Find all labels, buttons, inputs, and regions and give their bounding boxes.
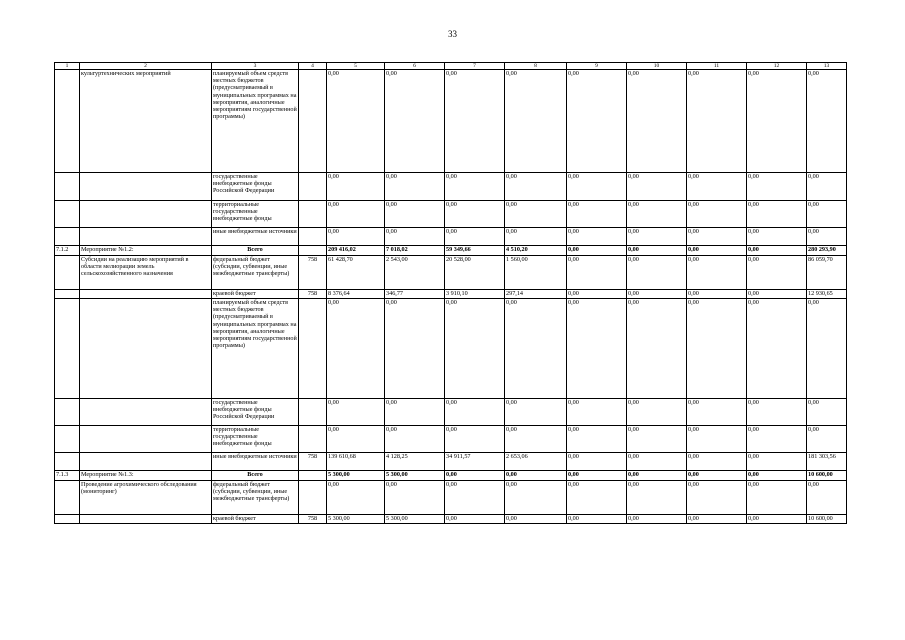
column-number: 3 [212, 63, 299, 70]
table-row [55, 299, 847, 399]
row-number: 7.1.3 [55, 471, 80, 481]
amount-cell: 0,00 [627, 453, 687, 471]
column-number: 1 [55, 63, 80, 70]
amount-cell: 0,00 [505, 70, 567, 173]
table-row [55, 399, 847, 426]
amount-cell: 0,00 [567, 471, 627, 481]
column-number: 6 [385, 63, 445, 70]
funding-source: государственные внебюджетные фонды Российской Федерации [212, 399, 299, 426]
amount-cell: 5 300,00 [327, 471, 385, 481]
amount-cell: 0,00 [807, 399, 847, 426]
funding-source: планируемый объем средств местных бюджетов (предусматриваемый в муниципальных программах на мероприятия, аналогичные мероприятиям государственной программы) [212, 299, 299, 399]
amount-cell: 5 300,00 [385, 471, 445, 481]
table-row [55, 228, 847, 246]
event-name [80, 399, 212, 426]
column-number: 8 [505, 63, 567, 70]
amount-cell: 5 300,00 [385, 515, 445, 524]
table-row [55, 481, 847, 515]
amount-cell: 20 528,00 [445, 256, 505, 290]
budget-code [299, 228, 327, 246]
budget-code: 758 [299, 256, 327, 290]
funding-source: территориальные государственные внебюджетные фонды [212, 426, 299, 453]
amount-cell: 139 610,68 [327, 453, 385, 471]
table-row [55, 426, 847, 453]
row-number [55, 299, 80, 399]
budget-code [299, 173, 327, 201]
amount-cell: 0,00 [687, 481, 747, 515]
table-row [55, 246, 847, 256]
amount-cell: 0,00 [627, 228, 687, 246]
column-number: 13 [807, 63, 847, 70]
amount-cell: 0,00 [567, 228, 627, 246]
column-number: 7 [445, 63, 505, 70]
amount-cell: 0,00 [445, 481, 505, 515]
amount-cell: 0,00 [627, 246, 687, 256]
amount-cell: 181 303,56 [807, 453, 847, 471]
amount-cell: 0,00 [505, 426, 567, 453]
table-row [55, 173, 847, 201]
amount-cell: 0,00 [747, 515, 807, 524]
amount-cell: 0,00 [567, 481, 627, 515]
amount-cell: 2 543,00 [385, 256, 445, 290]
event-name [80, 290, 212, 299]
amount-cell: 0,00 [687, 453, 747, 471]
amount-cell: 0,00 [627, 471, 687, 481]
amount-cell: 0,00 [327, 399, 385, 426]
row-number [55, 481, 80, 515]
amount-cell: 0,00 [505, 299, 567, 399]
amount-cell: 0,00 [627, 256, 687, 290]
amount-cell: 0,00 [385, 299, 445, 399]
column-number: 9 [567, 63, 627, 70]
amount-cell: 0,00 [505, 228, 567, 246]
amount-cell: 0,00 [567, 173, 627, 201]
column-number: 2 [80, 63, 212, 70]
amount-cell: 0,00 [445, 201, 505, 228]
column-number: 11 [687, 63, 747, 70]
amount-cell: 346,77 [385, 290, 445, 299]
amount-cell: 12 930,65 [807, 290, 847, 299]
amount-cell: 0,00 [505, 481, 567, 515]
amount-cell: 0,00 [385, 399, 445, 426]
amount-cell: 3 910,10 [445, 290, 505, 299]
amount-cell: 0,00 [445, 228, 505, 246]
amount-cell: 0,00 [567, 256, 627, 290]
event-name: культуртехнических мероприятий [80, 70, 212, 173]
event-name: Мероприятие №1.2: [80, 246, 212, 256]
amount-cell: 0,00 [567, 453, 627, 471]
funding-source: иные внебюджетные источники [212, 453, 299, 471]
event-name: Субсидии на реализацию мероприятий в области мелиорации земель сельскохозяйственного назначения [80, 256, 212, 290]
row-number [55, 426, 80, 453]
amount-cell: 0,00 [687, 290, 747, 299]
amount-cell: 0,00 [327, 426, 385, 453]
amount-cell: 0,00 [327, 299, 385, 399]
amount-cell: 0,00 [747, 426, 807, 453]
amount-cell: 0,00 [687, 299, 747, 399]
amount-cell: 0,00 [505, 399, 567, 426]
budget-code: 758 [299, 515, 327, 524]
budget-code [299, 201, 327, 228]
row-number [55, 515, 80, 524]
funding-source: федеральный бюджет (субсидии, субвенции, иные межбюджетные трансферты) [212, 481, 299, 515]
amount-cell: 1 560,00 [505, 256, 567, 290]
amount-cell: 10 600,00 [807, 471, 847, 481]
event-name [80, 453, 212, 471]
amount-cell: 0,00 [747, 471, 807, 481]
amount-cell: 0,00 [505, 471, 567, 481]
funding-source: государственные внебюджетные фонды Российской Федерации [212, 173, 299, 201]
funding-source: краевой бюджет [212, 515, 299, 524]
amount-cell: 0,00 [747, 228, 807, 246]
event-name [80, 228, 212, 246]
row-number [55, 256, 80, 290]
column-number: 4 [299, 63, 327, 70]
amount-cell: 0,00 [747, 399, 807, 426]
amount-cell: 59 349,66 [445, 246, 505, 256]
amount-cell: 0,00 [327, 173, 385, 201]
amount-cell: 0,00 [747, 290, 807, 299]
row-number [55, 228, 80, 246]
event-name [80, 426, 212, 453]
budget-code [299, 299, 327, 399]
funding-source: иные внебюджетные источники [212, 228, 299, 246]
amount-cell: 0,00 [627, 201, 687, 228]
amount-cell: 0,00 [747, 246, 807, 256]
funding-source: планируемый объем средств местных бюджетов (предусматриваемый в муниципальных программах на мероприятия, аналогичные мероприятиям государственной программы) [212, 70, 299, 173]
amount-cell: 0,00 [687, 201, 747, 228]
amount-cell: 0,00 [687, 399, 747, 426]
budget-code [299, 246, 327, 256]
amount-cell: 0,00 [807, 173, 847, 201]
amount-cell: 5 300,00 [327, 515, 385, 524]
row-number [55, 173, 80, 201]
amount-cell: 0,00 [505, 201, 567, 228]
amount-cell: 0,00 [627, 173, 687, 201]
amount-cell: 0,00 [747, 173, 807, 201]
event-name: Мероприятие №1.3: [80, 471, 212, 481]
amount-cell: 0,00 [385, 70, 445, 173]
column-number: 12 [747, 63, 807, 70]
amount-cell: 10 600,00 [807, 515, 847, 524]
budget-code: 758 [299, 453, 327, 471]
amount-cell: 0,00 [385, 228, 445, 246]
amount-cell: 0,00 [687, 70, 747, 173]
budget-code [299, 426, 327, 453]
column-number: 10 [627, 63, 687, 70]
column-number: 5 [327, 63, 385, 70]
amount-cell: 280 293,90 [807, 246, 847, 256]
amount-cell: 0,00 [445, 173, 505, 201]
amount-cell: 209 416,02 [327, 246, 385, 256]
amount-cell: 0,00 [687, 515, 747, 524]
amount-cell: 4 510,20 [505, 246, 567, 256]
amount-cell: 86 059,70 [807, 256, 847, 290]
table-row [55, 70, 847, 173]
amount-cell: 0,00 [445, 70, 505, 173]
funding-source: краевой бюджет [212, 290, 299, 299]
amount-cell: 0,00 [807, 426, 847, 453]
amount-cell: 297,14 [505, 290, 567, 299]
amount-cell: 0,00 [687, 228, 747, 246]
amount-cell: 0,00 [627, 70, 687, 173]
amount-cell: 0,00 [567, 299, 627, 399]
amount-cell: 0,00 [567, 201, 627, 228]
budget-code [299, 70, 327, 173]
table-row [55, 515, 847, 524]
amount-cell: 0,00 [687, 471, 747, 481]
amount-cell: 0,00 [445, 471, 505, 481]
amount-cell: 0,00 [445, 399, 505, 426]
amount-cell: 0,00 [807, 228, 847, 246]
table-row [55, 471, 847, 481]
amount-cell: 0,00 [687, 246, 747, 256]
amount-cell: 0,00 [567, 426, 627, 453]
amount-cell: 0,00 [687, 173, 747, 201]
amount-cell: 0,00 [687, 426, 747, 453]
amount-cell: 0,00 [505, 515, 567, 524]
amount-cell: 0,00 [327, 70, 385, 173]
amount-cell: 0,00 [567, 70, 627, 173]
amount-cell: 0,00 [687, 256, 747, 290]
amount-cell: 0,00 [567, 399, 627, 426]
amount-cell: 0,00 [327, 228, 385, 246]
amount-cell: 0,00 [385, 201, 445, 228]
amount-cell: 0,00 [627, 426, 687, 453]
row-number [55, 453, 80, 471]
amount-cell: 7 018,02 [385, 246, 445, 256]
amount-cell: 0,00 [747, 70, 807, 173]
event-name [80, 299, 212, 399]
budget-code: 758 [299, 290, 327, 299]
amount-cell: 4 128,25 [385, 453, 445, 471]
header-row [55, 63, 847, 70]
amount-cell: 0,00 [385, 426, 445, 453]
row-number [55, 290, 80, 299]
amount-cell: 0,00 [747, 299, 807, 399]
table-row [55, 256, 847, 290]
amount-cell: 0,00 [747, 201, 807, 228]
amount-cell: 0,00 [567, 515, 627, 524]
budget-code [299, 471, 327, 481]
funding-source: территориальные государственные внебюджетные фонды [212, 201, 299, 228]
amount-cell: 0,00 [327, 201, 385, 228]
amount-cell: 0,00 [747, 256, 807, 290]
row-number [55, 201, 80, 228]
table-row [55, 201, 847, 228]
amount-cell: 61 428,70 [327, 256, 385, 290]
amount-cell: 0,00 [747, 453, 807, 471]
row-number [55, 399, 80, 426]
amount-cell: 0,00 [807, 481, 847, 515]
event-name [80, 201, 212, 228]
budget-code [299, 399, 327, 426]
amount-cell: 0,00 [445, 299, 505, 399]
amount-cell: 0,00 [385, 481, 445, 515]
event-name: Проведение агрохимического обследования (мониторинг) [80, 481, 212, 515]
amount-cell: 0,00 [807, 70, 847, 173]
amount-cell: 0,00 [567, 290, 627, 299]
row-number: 7.1.2 [55, 246, 80, 256]
table-row [55, 290, 847, 299]
amount-cell: 0,00 [807, 299, 847, 399]
budget-code [299, 481, 327, 515]
amount-cell: 0,00 [807, 201, 847, 228]
table-row [55, 453, 847, 471]
amount-cell: 0,00 [627, 515, 687, 524]
amount-cell: 0,00 [747, 481, 807, 515]
amount-cell: 0,00 [505, 173, 567, 201]
amount-cell: 0,00 [445, 515, 505, 524]
amount-cell: 0,00 [567, 246, 627, 256]
event-name [80, 173, 212, 201]
amount-cell: 34 911,57 [445, 453, 505, 471]
event-name [80, 515, 212, 524]
amount-cell: 0,00 [445, 426, 505, 453]
amount-cell: 8 376,64 [327, 290, 385, 299]
funding-source: федеральный бюджет (субсидии, субвенции, иные межбюджетные трансферты) [212, 256, 299, 290]
budget-table [54, 62, 847, 524]
funding-source: Всего [212, 246, 299, 256]
amount-cell: 2 653,06 [505, 453, 567, 471]
amount-cell: 0,00 [327, 481, 385, 515]
amount-cell: 0,00 [627, 399, 687, 426]
amount-cell: 0,00 [385, 173, 445, 201]
page-number: 33 [448, 29, 457, 39]
amount-cell: 0,00 [627, 290, 687, 299]
funding-source: Всего [212, 471, 299, 481]
amount-cell: 0,00 [627, 299, 687, 399]
row-number [55, 70, 80, 173]
amount-cell: 0,00 [627, 481, 687, 515]
